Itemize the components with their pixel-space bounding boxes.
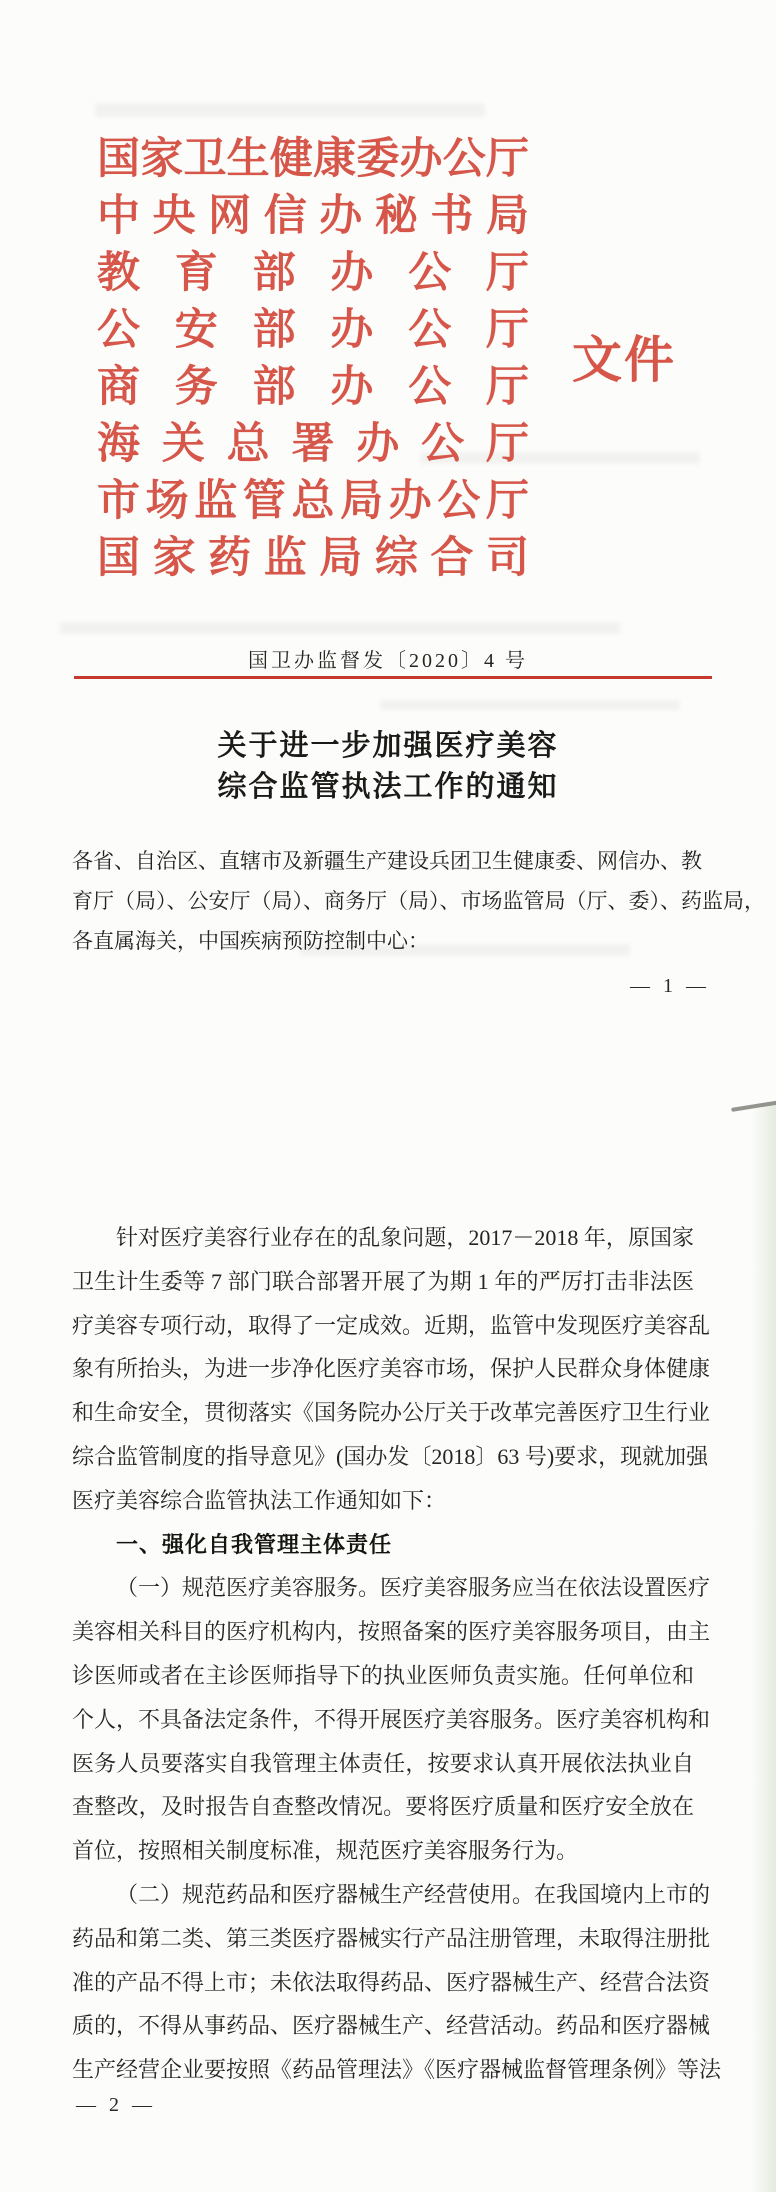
page-number-2: — 2 — <box>76 2094 156 2116</box>
letterhead-line: 商务部办公厅 <box>97 364 529 411</box>
scan-artifact <box>95 103 485 117</box>
letterhead-document-word: 文件 <box>572 332 676 388</box>
body-line: 生产经营企业要按照《药品管理法》《医疗器械监督管理条例》等法 <box>72 2057 722 2083</box>
scan-page-edge <box>752 1103 776 2192</box>
body-line: 首位，按照相关制度标准，规范医疗美容服务行为。 <box>72 1838 579 1864</box>
body-line: 诊医师或者在主诊医师指导下的执业医师负责实施。任何单位和 <box>72 1662 694 1688</box>
body-line: 质的，不得从事药品、医疗器械生产、经营活动。药品和医疗器械 <box>72 2013 711 2039</box>
letterhead-line: 教育部办公厅 <box>97 250 529 297</box>
letterhead-line: 国家卫生健康委办公厅 <box>97 136 529 183</box>
body-line: （一）规范医疗美容服务。医疗美容服务应当在依法设置医疗 <box>116 1575 711 1601</box>
body-line: 医疗美容综合监管执法工作通知如下： <box>72 1487 447 1513</box>
body-line: 综合监管制度的指导意见》(国办发〔2018〕63 号)要求，现就加强 <box>72 1443 709 1469</box>
addressee-line: 各省、自治区、直辖市及新疆生产建设兵团卫生健康委、网信办、教 <box>72 849 702 873</box>
letterhead-line: 中央网信办秘书局 <box>97 193 529 240</box>
addressee-paragraph <box>72 841 765 961</box>
body-line: 针对医疗美容行业存在的乱象问题，2017－2018 年，原国家 <box>116 1225 694 1250</box>
scan-page-edge-line <box>731 1100 776 1112</box>
addressee-line: 育厅（局）、公安厅（局）、商务厅（局）、市场监管局（厅、委）、药监局， <box>72 889 765 913</box>
page2-body <box>72 1216 722 2092</box>
body-line: 查整改，及时报告自查整改情况。要将医疗质量和医疗安全放在 <box>72 1794 694 1820</box>
body-line: 个人，不具备法定条件，不得开展医疗美容服务。医疗美容机构和 <box>72 1706 711 1732</box>
body-line: 卫生计生委等 7 部门联合部署开展了为期 1 年的严厉打击非法医 <box>72 1268 694 1294</box>
letterhead-agency-list <box>97 131 529 587</box>
letterhead-line: 海关总署办公厅 <box>97 421 529 468</box>
letterhead-line: 国家药监局综合司 <box>97 535 529 582</box>
letterhead-line: 市场监管总局办公厅 <box>97 478 529 525</box>
document-title <box>0 726 776 808</box>
body-line: 医务人员要落实自我管理主体责任，按要求认真开展依法执业自 <box>72 1750 694 1776</box>
scan-artifact <box>380 700 680 710</box>
body-line: 疗美容专项行动，取得了一定成效。近期，监管中发现医疗美容乱 <box>72 1312 711 1338</box>
body-line: 和生命安全，贯彻落实《国务院办公厅关于改革完善医疗卫生行业 <box>72 1400 711 1426</box>
body-line: 准的产品不得上市；未依法取得药品、医疗器械生产、经营合法资 <box>72 1969 711 1995</box>
letterhead-line: 公安部办公厅 <box>97 307 529 354</box>
scan-artifact <box>60 622 620 634</box>
body-line: （二）规范药品和医疗器械生产经营使用。在我国境内上市的 <box>116 1881 711 1907</box>
document-title-line2: 综合监管执法工作的通知 <box>217 771 559 803</box>
document-number: 国卫办监督发〔2020〕4 号 <box>248 650 528 672</box>
body-line: 药品和第二类、第三类医疗器械实行产品注册管理，未取得注册批 <box>72 1925 711 1951</box>
document-title-line1: 关于进一步加强医疗美容 <box>217 730 559 762</box>
body-line: 美容相关科目的医疗机构内，按照备案的医疗美容服务项目，由主 <box>72 1619 711 1645</box>
section-heading-1: 一、强化自我管理主体责任 <box>116 1531 393 1557</box>
letterhead-divider-rule <box>74 676 712 679</box>
page-number-1: — 1 — <box>630 975 710 997</box>
body-line: 象有所抬头，为进一步净化医疗美容市场，保护人民群众身体健康 <box>72 1356 711 1382</box>
addressee-line: 各直属海关，中国疾病预防控制中心： <box>72 929 429 953</box>
